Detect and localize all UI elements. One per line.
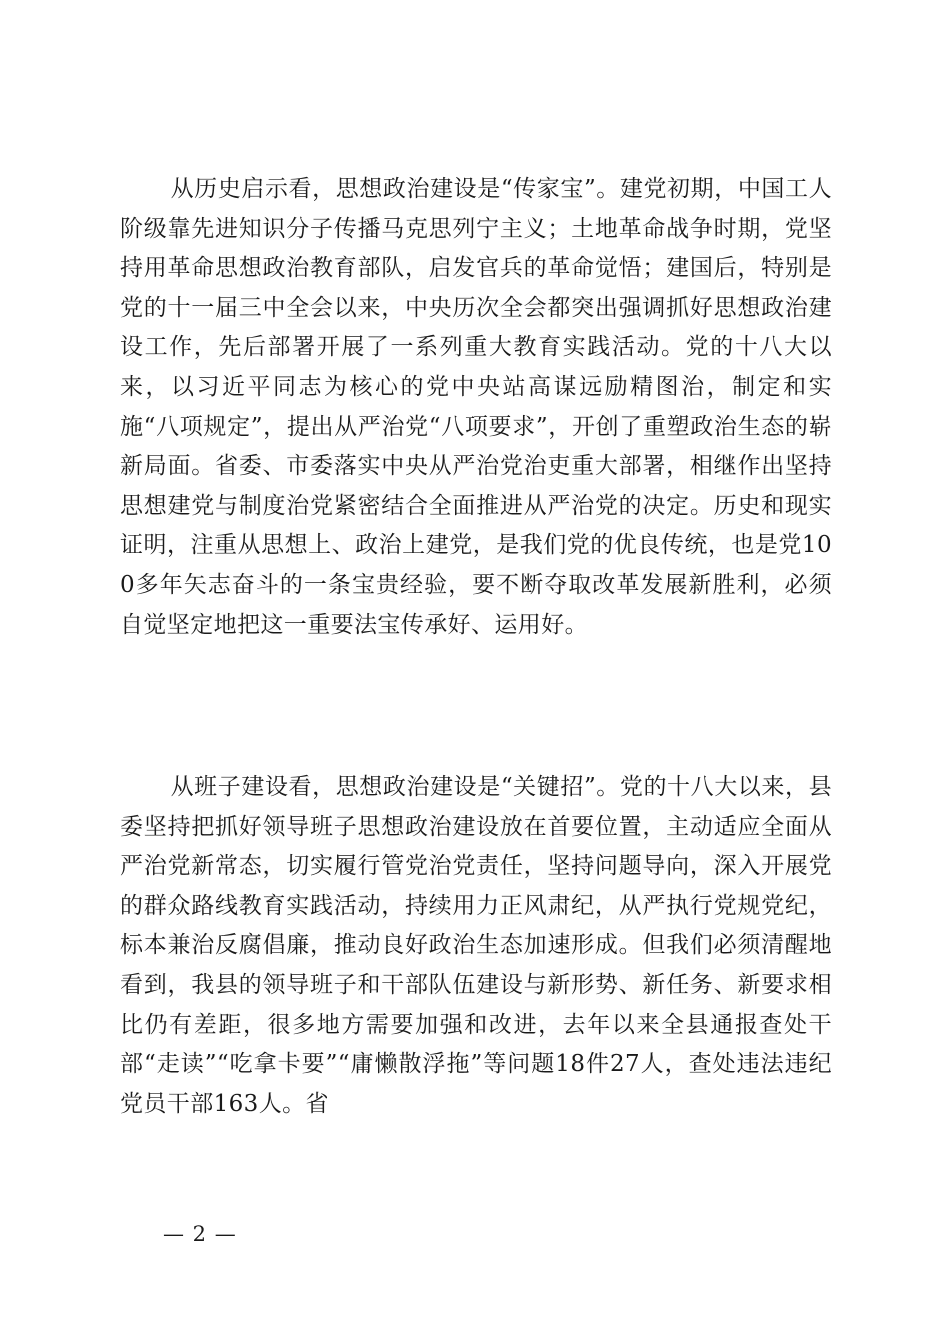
paragraph-team-building: 从班子建设看，思想政治建设是“关键招”。党的十八大以来，县委坚持把抓好领导班子思想政治建设放在首要位置，主动适应全面从严治党新常态，切实履行管党治党责任，坚持问题导向，深入开展党的群众路线教育实践活动，持续用力正风肃纪，从严执行党规党纪，标本兼治反腐倡廉，推动良好政治生态加速形成。但我们必须清醒地看到，我县的领导班子和干部队伍建设与新形势、新任务、新要求相比仍有差距，很多地方需要加强和改进，去年以来全县通报查处干部“走读”“吃拿卡要”“庸懒散浮拖”等问题18件27人，查处违法违纪党员干部163人。省 xyxy=(120,774,832,1117)
paragraph-history: 从历史启示看，思想政治建设是“传家宝”。建党初期，中国工人阶级靠先进知识分子传播马克思列宁主义；土地革命战争时期，党坚持用革命思想政治教育部队，启发官兵的革命觉悟；建国后，特别是党的十一届三中全会以来，中央历次全会都突出强调抓好思想政治建设工作，先后部署开展了一系列重大教育实践活动。党的十八大以来，以习近平同志为核心的党中央站高谋远励精图治，制定和实施“八项规定”，提出从严治党“八项要求”，开创了重塑政治生态的崭新局面。省委、市委落实中央从严治党治吏重大部署，相继作出坚持思想建党与制度治党紧密结合全面推进从严治党的决定。历史和现实证明，注重从思想上、政治上建党，是我们党的优良传统，也是党100多年矢志奋斗的一条宝贵经验，要不断夺取改革发展新胜利，必须自觉坚定地把这一重要法宝传承好、运用好。 xyxy=(120,176,832,638)
page-number: — 2 — xyxy=(163,1222,237,1246)
